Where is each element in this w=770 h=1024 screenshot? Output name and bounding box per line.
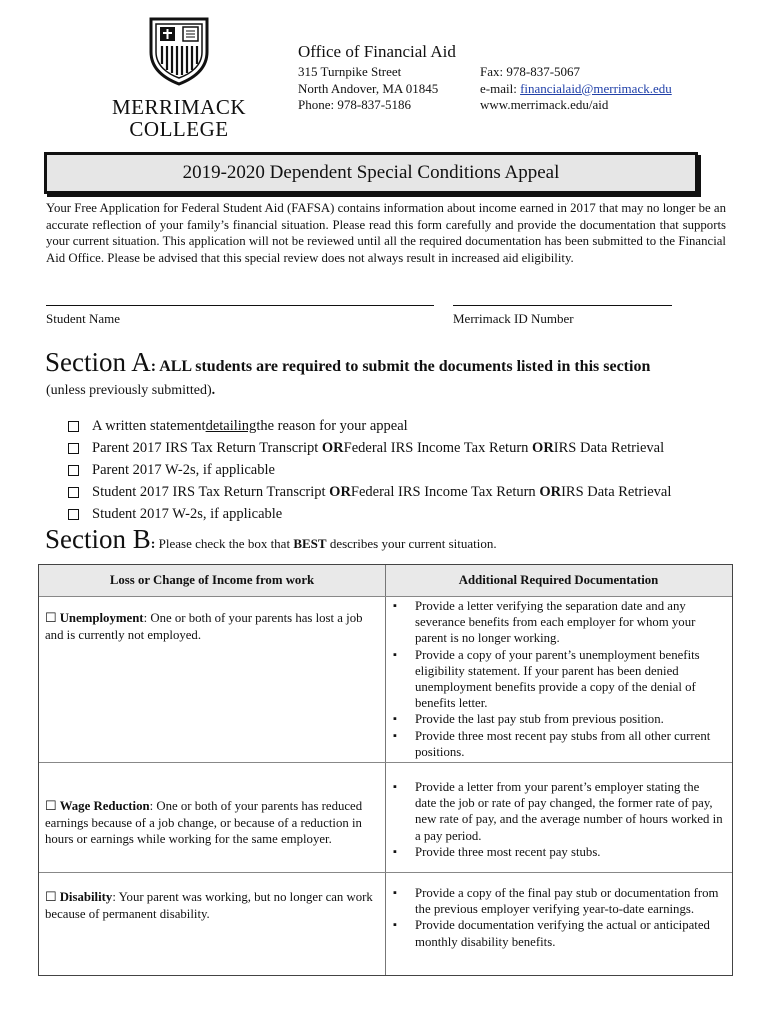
section-b-heading: Section B	[45, 524, 151, 554]
merrimack-id-label: Merrimack ID Number	[453, 311, 574, 326]
list-item: ▪ Provide three most recent pay stubs from all other current positions.	[393, 728, 723, 760]
list-item: ▪ Provide a letter from your parent’s employer stating the date the job or rate of pay changed, the former rate of pay, new rate of pay, and the average number of hours worked in a pay period.	[393, 779, 723, 844]
unemployment-checkbox[interactable]: ☐	[45, 611, 57, 625]
section-a-note	[46, 383, 215, 399]
item-text: Student 2017 IRS Tax Return Transcript	[92, 484, 326, 500]
col-header-income: Loss or Change of Income from work	[39, 565, 385, 596]
email-label: e-mail:	[480, 80, 521, 96]
merrimack-logo	[104, 16, 254, 141]
item-text: Parent 2017 IRS Tax Return Transcript	[92, 440, 319, 456]
checklist-item-parent-w2	[68, 462, 275, 479]
list-item: ▪ Provide a letter verifying the separation date and any severance benefits from each employer for whom your parent is no longer working.	[393, 598, 723, 647]
row-label: Wage Reduction	[59, 799, 150, 813]
section-b-sub-end: describes your current situation.	[326, 536, 497, 551]
item-text-mid: Federal IRS Income Tax Return	[350, 484, 536, 500]
item-text: Parent 2017 W-2s, if applicable	[92, 462, 275, 478]
section-a-note-text: (unless previously submitted)	[46, 383, 212, 398]
item-underlined: detailing	[205, 418, 257, 434]
table-row-unemployment	[45, 610, 375, 643]
checklist-item-written-statement	[68, 418, 408, 435]
row-desc: : Your parent was working, but no longer can work because of permanent disability.	[45, 890, 373, 921]
form-title: 2019-2020 Dependent Special Conditions Appeal	[182, 162, 560, 183]
email-link[interactable]: financialaid@merrimack.edu	[520, 80, 672, 96]
section-b-sub: Please check the box that	[155, 536, 294, 551]
checkbox[interactable]	[68, 487, 79, 498]
checkbox[interactable]	[68, 465, 79, 476]
unemployment-docs	[393, 598, 723, 760]
phone-number: Phone: 978-837-5186	[298, 97, 412, 112]
website-url: www.merrimack.edu/aid	[480, 97, 609, 112]
address-street: 315 Turnpike Street	[298, 64, 402, 79]
checkbox[interactable]	[68, 443, 79, 454]
item-or: OR	[329, 484, 351, 500]
section-b-heading-line	[45, 524, 497, 555]
item-text-end: IRS Data Retrieval	[561, 484, 672, 500]
item-text: Student 2017 W-2s, if applicable	[92, 506, 283, 522]
wage-reduction-checkbox[interactable]: ☐	[45, 799, 57, 813]
row-desc: : One or both of your parents has lost a job and is currently not employed.	[45, 611, 363, 642]
header-divider	[39, 596, 732, 597]
section-a-note-dot: .	[211, 383, 216, 398]
office-title: Office of Financial Aid	[298, 42, 456, 61]
row-divider	[39, 872, 732, 873]
col-header-documentation: Additional Required Documentation	[385, 565, 732, 596]
intro-paragraph: Your Free Application for Federal Student Aid (FAFSA) contains information about income earned in 2017 that may no longer be an accurate reflection of your family’s financial situation. Please read this form carefully and provide the documentation that supports your current situation. This application will not be reviewed until all the required documentation has been submitted to the Financial Aid Office. Please be advised that this special review does not always result in increased aid eligibility.	[46, 201, 726, 265]
fax-number: Fax: 978-837-5067	[480, 64, 581, 79]
item-text-end: IRS Data Retrieval	[553, 440, 665, 456]
section-a-heading-line	[45, 347, 650, 378]
item-text: A written statement	[92, 418, 206, 434]
documentation-table	[38, 564, 733, 976]
list-item: ▪ Provide documentation verifying the actual or anticipated monthly disability benefits.	[393, 917, 723, 949]
office-contact	[480, 64, 672, 114]
disability-docs	[393, 885, 723, 950]
section-b-best: BEST	[293, 536, 327, 551]
list-item: ▪ Provide a copy of your parent’s unemployment benefits eligibility statement. If your parent has been denied unemployment benefits provide a copy of the denial of benefits letter.	[393, 647, 723, 712]
column-divider	[385, 565, 386, 975]
section-a-subtitle: ALL students are required to submit the documents listed in this section	[156, 358, 651, 375]
item-or: OR	[539, 484, 562, 500]
merrimack-id-line[interactable]	[453, 305, 672, 306]
student-name-label: Student Name	[46, 311, 121, 326]
item-or: OR	[321, 440, 344, 456]
college-name-line2: COLLEGE	[129, 117, 229, 141]
row-label: Unemployment	[59, 611, 144, 625]
form-title-box	[44, 152, 698, 194]
list-item: ▪ Provide the last pay stub from previous position.	[393, 711, 723, 727]
disability-checkbox[interactable]: ☐	[45, 890, 57, 904]
section-a-heading: Section A	[45, 347, 151, 377]
office-address	[298, 64, 438, 114]
item-text-end: the reason for your appeal	[256, 418, 408, 434]
table-row-wage-reduction	[45, 798, 375, 848]
list-item: ▪ Provide three most recent pay stubs.	[393, 844, 723, 860]
email-line	[480, 81, 672, 98]
college-name-line1: MERRIMACK	[111, 95, 247, 119]
table-row-disability	[45, 889, 375, 922]
checklist-item-parent-tax	[68, 440, 664, 457]
row-desc: : One or both of your parents has reduced earnings because of a job change, or because of a reduction in hours or earnings while working for the same employer.	[45, 799, 363, 846]
address-city: North Andover, MA 01845	[298, 80, 439, 96]
section-a-colon: :	[150, 358, 157, 375]
list-item: ▪ Provide a copy of the final pay stub or documentation from the previous employer verifying year-to-date earnings.	[393, 885, 723, 917]
section-b-colon: :	[150, 537, 156, 552]
checklist-item-student-tax	[68, 484, 671, 501]
row-label: Disability	[59, 890, 113, 904]
item-text-mid: Federal IRS Income Tax Return	[343, 440, 529, 456]
wage-reduction-docs	[393, 779, 723, 860]
college-shield-icon	[148, 16, 210, 86]
checklist-item-student-w2	[68, 506, 282, 523]
row-divider	[39, 762, 732, 763]
checkbox[interactable]	[68, 509, 79, 520]
checkbox[interactable]	[68, 421, 79, 432]
item-or: OR	[532, 440, 554, 456]
student-name-line[interactable]	[46, 305, 434, 306]
